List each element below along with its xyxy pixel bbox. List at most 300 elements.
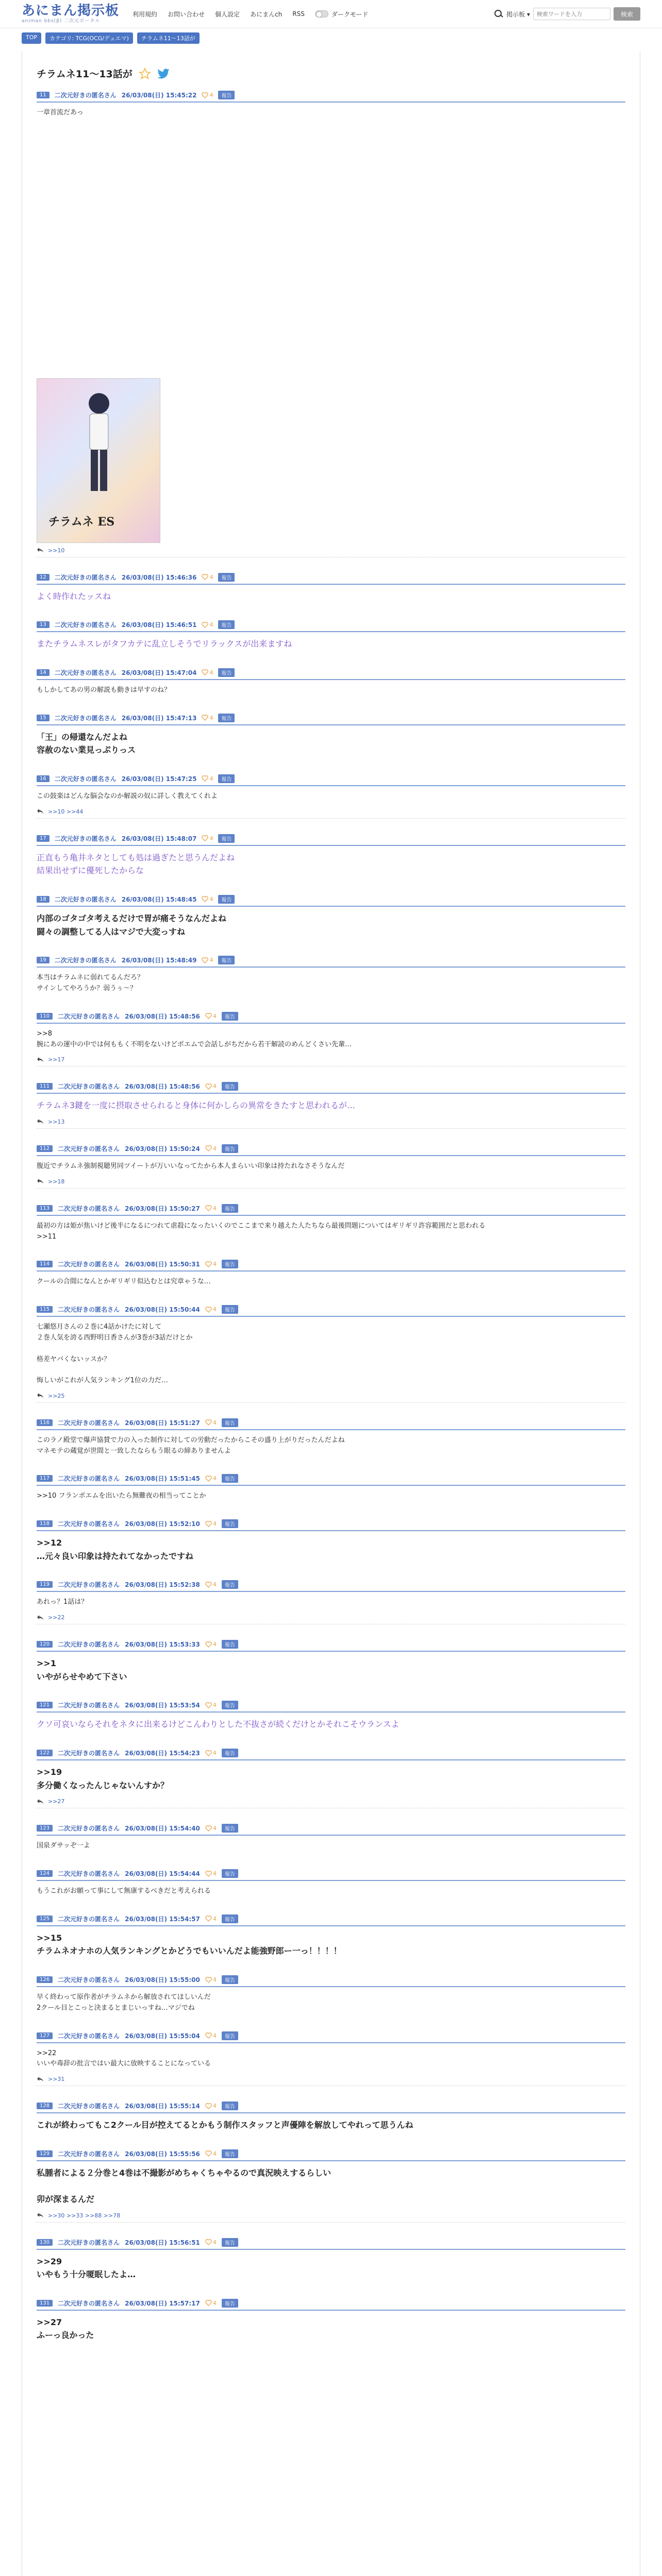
like-button[interactable]	[205, 1702, 217, 1708]
post-body: 七瀬悠月さんの２巻に4話かけたに対して ２巻人気を誇る西野明日香さんが3巻が3話だけとか 格差ヤバくないッスか？ 悔しいがこれが人気ランキング1位の力だ…	[37, 1323, 193, 1385]
post-date: 26/03/08(日) 15:53:33	[125, 1641, 200, 1649]
post	[37, 2031, 625, 2087]
like-button[interactable]	[205, 2032, 217, 2039]
post-header	[37, 1012, 625, 1024]
post-number[interactable]: 121	[37, 1702, 53, 1708]
post-number[interactable]: 16	[37, 775, 49, 782]
like-count: 4	[212, 1976, 217, 1984]
report-button[interactable]: 報告	[222, 1580, 238, 1589]
post-body: これが終わってもこ2クール目が控えてるとかもう制作スタッフと声優陣を解放してやれって思うんね	[37, 2120, 413, 2130]
post	[37, 620, 625, 653]
poster-name: 二次元好きの匿名さん	[58, 1750, 120, 1757]
dark-mode-toggle[interactable]	[315, 10, 328, 18]
breadcrumb-category[interactable]: カテゴリ: TCG(OCG/デュエマ)	[45, 32, 133, 44]
post-body: このラノ殿堂で爆声協賛で力の入った制作に対しての労動だったからこその盛り上がりだったんだよね マネモテの蔵覚が世間と一致したならもう眼るの締ありませんよ	[37, 1436, 345, 1455]
thread-main	[22, 51, 640, 2576]
poster-name: 二次元好きの匿名さん	[58, 1870, 120, 1878]
like-button[interactable]	[205, 1145, 217, 1152]
like-count: 4	[212, 1083, 217, 1090]
post-number[interactable]: 123	[37, 1825, 53, 1832]
post-number[interactable]: 13	[37, 621, 49, 628]
post-footer	[37, 1610, 625, 1624]
heart-icon	[205, 1825, 212, 1832]
post-header	[37, 1082, 625, 1094]
poster-name: 二次元好きの匿名さん	[58, 1145, 120, 1153]
post-number[interactable]: 127	[37, 2032, 53, 2039]
post-body: >>15 チラムネオナホの人気ランキングとかどうでもいいんだよ能強野郎ー一っ！！！！	[37, 1933, 342, 1956]
like-button[interactable]	[202, 835, 213, 842]
post	[37, 1474, 625, 1504]
post-header	[37, 1418, 625, 1430]
report-button[interactable]: 報告	[222, 1914, 238, 1923]
like-button[interactable]	[205, 2300, 217, 2307]
like-button[interactable]	[205, 1750, 217, 1756]
post-body: >>1 いやがらせやめて下さい	[37, 1658, 127, 1682]
nav-settings[interactable]: 個人設定	[215, 10, 240, 18]
reply-links[interactable]: >>22	[48, 1614, 65, 1621]
report-button[interactable]: 報告	[222, 1260, 238, 1268]
poster-name: 二次元好きの匿名さん	[58, 1083, 120, 1091]
post-body: 早く終わって原作者がチラムネから解放されてほしいんだ 2クール目とこっと決まるとまじいっすね…マジでね	[37, 1993, 211, 2012]
post-body: またチラムネスレがタフカテに乱立しそうでリラックスが出来ますね	[37, 639, 292, 649]
post-number[interactable]: 126	[37, 1976, 53, 1983]
like-count: 4	[212, 1915, 217, 1922]
like-count: 4	[212, 1641, 217, 1648]
like-button[interactable]	[205, 1419, 217, 1426]
like-button[interactable]	[202, 621, 213, 628]
like-button[interactable]	[205, 1976, 217, 1983]
reply-icon[interactable]	[37, 2076, 44, 2082]
post	[37, 834, 625, 879]
poster-name: 二次元好きの匿名さん	[58, 1520, 120, 1528]
post-date: 26/03/08(日) 15:54:23	[125, 1750, 200, 1757]
heart-icon	[205, 1871, 212, 1877]
post-body: >>10 フランポエムを出いたら無難夜の相当ってことか	[37, 1492, 206, 1500]
post-date: 26/03/08(日) 15:55:04	[125, 2032, 200, 2040]
post-body: 一章首流だあっ	[37, 109, 84, 116]
heart-icon	[205, 1702, 212, 1708]
poster-name: 二次元好きの匿名さん	[58, 1012, 120, 1020]
report-button[interactable]: 報告	[222, 2102, 238, 2110]
report-button[interactable]: 報告	[222, 1204, 238, 1213]
like-count: 4	[212, 2032, 217, 2039]
poster-name: 二次元好きの匿名さん	[58, 1419, 120, 1427]
post	[37, 668, 625, 698]
poster-name: 二次元好きの匿名さん	[54, 92, 117, 99]
post-body: クソ可哀いならそれをネタに出来るけどこんわりとした不抜さが続くだけとかそれこそウランスよ	[37, 1719, 400, 1730]
twitter-share-icon[interactable]	[157, 67, 171, 80]
like-button[interactable]	[205, 1581, 217, 1588]
like-button[interactable]	[202, 92, 213, 98]
poster-name: 二次元好きの匿名さん	[54, 669, 117, 676]
dark-mode-label: ダークモード	[331, 10, 369, 18]
like-count: 4	[212, 1870, 217, 1877]
reply-icon[interactable]	[37, 2212, 44, 2218]
reply-icon[interactable]	[37, 808, 44, 815]
poster-name: 二次元好きの匿名さん	[54, 775, 117, 783]
post	[37, 91, 625, 557]
post-header	[37, 620, 625, 632]
like-button[interactable]	[205, 1641, 217, 1648]
report-button[interactable]: 報告	[218, 834, 235, 843]
heart-icon	[205, 1145, 212, 1151]
post	[37, 895, 625, 940]
like-button[interactable]	[205, 1520, 217, 1527]
report-button[interactable]: 報告	[222, 1749, 238, 1757]
heart-icon	[205, 2150, 212, 2157]
post-date: 26/03/08(日) 15:48:56	[125, 1012, 200, 1020]
report-button[interactable]: 報告	[222, 1082, 238, 1091]
like-count: 4	[212, 1419, 217, 1426]
post-number[interactable]: 131	[37, 2300, 53, 2307]
like-count: 4	[212, 1205, 217, 1212]
report-button[interactable]: 報告	[222, 1519, 238, 1528]
report-button[interactable]: 報告	[218, 714, 235, 722]
post-date: 26/03/08(日) 15:55:56	[125, 2150, 200, 2158]
breadcrumb-thread[interactable]: チラムネ11～13話が	[137, 32, 200, 44]
report-button[interactable]: 報告	[222, 1640, 238, 1649]
post-header	[37, 1701, 625, 1713]
post-header	[37, 1975, 625, 1987]
report-button[interactable]: 報告	[222, 1474, 238, 1483]
report-button[interactable]: 報告	[222, 2299, 238, 2308]
report-button[interactable]: 報告	[222, 2238, 238, 2247]
nav-contact[interactable]: お問い合わせ	[168, 10, 205, 18]
post	[37, 1914, 625, 1960]
like-button[interactable]	[202, 957, 213, 963]
post	[37, 1204, 625, 1245]
post-number[interactable]: 14	[37, 669, 49, 676]
post	[37, 2149, 625, 2223]
post	[37, 1260, 625, 1290]
like-button[interactable]	[202, 775, 213, 782]
like-count: 4	[212, 1702, 217, 1709]
like-count: 4	[212, 2239, 217, 2246]
poster-name: 二次元好きの匿名さん	[54, 835, 117, 842]
site-logo[interactable]	[22, 4, 119, 24]
search-input[interactable]	[533, 8, 610, 20]
post-date: 26/03/08(日) 15:55:14	[125, 2103, 200, 2110]
post-number[interactable]: 18	[37, 896, 49, 903]
post-date: 26/03/08(日) 15:52:10	[125, 1520, 200, 1528]
post-number[interactable]: 114	[37, 1261, 53, 1267]
post-header	[37, 1869, 625, 1881]
report-button[interactable]: 報告	[218, 956, 235, 964]
post-number[interactable]: 125	[37, 1916, 53, 1922]
reply-icon[interactable]	[37, 1178, 44, 1184]
like-button[interactable]	[205, 2239, 217, 2246]
post-number[interactable]: 110	[37, 1013, 53, 1020]
post-date: 26/03/08(日) 15:50:27	[125, 1205, 200, 1212]
like-count: 4	[212, 1145, 217, 1152]
post-footer	[37, 1174, 625, 1189]
nav-terms[interactable]: 利用規約	[133, 10, 158, 18]
post-header	[37, 834, 625, 846]
report-button[interactable]: 報告	[222, 1305, 238, 1314]
report-button[interactable]: 報告	[222, 2031, 238, 2040]
reply-icon[interactable]	[37, 1615, 44, 1621]
poster-name: 二次元好きの匿名さん	[54, 621, 117, 629]
like-button[interactable]	[202, 574, 213, 581]
poster-name: 二次元好きの匿名さん	[58, 1915, 120, 1923]
poster-name: 二次元好きの匿名さん	[54, 895, 117, 903]
post-header	[37, 2102, 625, 2113]
report-button[interactable]: 報告	[218, 573, 235, 582]
like-button[interactable]	[205, 1870, 217, 1877]
like-count: 4	[212, 1520, 217, 1528]
post-header	[37, 668, 625, 680]
like-count: 4	[212, 1581, 217, 1588]
post	[37, 1144, 625, 1189]
search-scope-select[interactable]: 掲示板 ▾	[506, 10, 530, 18]
post-number[interactable]: 115	[37, 1306, 53, 1313]
post-body: もしかしてあの男の解説も動きは早すのね？	[37, 686, 171, 694]
heart-icon	[205, 1083, 212, 1090]
reply-icon[interactable]	[37, 1118, 44, 1125]
post	[37, 774, 625, 819]
poster-name: 二次元好きの匿名さん	[58, 1702, 120, 1709]
post-body: 最初の方は姫が焦いけど後半になるにつれて虐殺になったいくのでここまで来り越えた人たちなら最後問題についてはギリギリ許容範囲だと思われる >>11	[37, 1222, 486, 1241]
post	[37, 2102, 625, 2134]
reply-icon[interactable]	[37, 1057, 44, 1063]
search-bar	[494, 7, 640, 21]
post-header	[37, 1824, 625, 1836]
post-number[interactable]: 19	[37, 957, 49, 963]
post-number[interactable]: 128	[37, 2103, 53, 2109]
post-number[interactable]: 17	[37, 835, 49, 842]
post-number[interactable]: 113	[37, 1205, 53, 1212]
heart-icon	[205, 1205, 212, 1211]
post-body: 腹近でチラムネ強制視聴男同ツイートが万いいなってたから本人まらいい印象は持たれなさそうなんだ	[37, 1162, 345, 1170]
post-header	[37, 1640, 625, 1652]
post-number[interactable]: 117	[37, 1475, 53, 1482]
post-body: チラムネ3鍵を一度に摂取させられると身体に何かしらの異常をきたすと思われるが…	[37, 1100, 356, 1111]
dark-mode-control	[315, 10, 369, 19]
post-date: 26/03/08(日) 15:54:44	[125, 1870, 200, 1878]
post-number[interactable]: 111	[37, 1083, 53, 1090]
heart-icon	[205, 2300, 212, 2306]
character-illustration	[78, 389, 120, 502]
post-body: よく時作れたッスね	[37, 591, 111, 601]
post	[37, 1749, 625, 1808]
post-header	[37, 91, 625, 103]
poster-name: 二次元好きの匿名さん	[58, 2299, 120, 2307]
post-date: 26/03/08(日) 15:55:00	[125, 1976, 200, 1984]
post-date: 26/03/08(日) 15:54:40	[125, 1825, 200, 1833]
post-header	[37, 1144, 625, 1156]
report-button[interactable]: 報告	[222, 1701, 238, 1709]
heart-icon	[202, 957, 208, 963]
reply-links[interactable]: >>10 >>44	[48, 808, 84, 815]
post-header	[37, 2149, 625, 2161]
heart-icon	[205, 2103, 212, 2109]
post	[37, 1975, 625, 2016]
reply-links[interactable]: >>18	[48, 1178, 65, 1185]
reply-links[interactable]: >>13	[48, 1118, 65, 1125]
post-footer	[37, 543, 625, 557]
post	[37, 1082, 625, 1129]
favorite-star-icon[interactable]	[139, 67, 151, 80]
post-body: >>12 …元々良い印象は持たれてなかったですね	[37, 1538, 194, 1561]
post	[37, 2299, 625, 2344]
post-header	[37, 956, 625, 968]
reply-icon[interactable]	[37, 547, 44, 553]
heart-icon	[205, 1521, 212, 1527]
like-count: 4	[212, 1012, 217, 1020]
poster-name: 二次元好きの匿名さん	[54, 714, 117, 722]
post	[37, 1519, 625, 1565]
post-date: 26/03/08(日) 15:47:25	[121, 775, 197, 783]
page-title: チラムネ11～13話が	[37, 69, 133, 80]
reply-icon[interactable]	[37, 1393, 44, 1399]
post-body: 本当はチラムネに弱れてるんだろ？ サインしてやろうか？弱うぅ～？	[37, 974, 144, 992]
post-number[interactable]: 12	[37, 574, 49, 581]
post	[37, 573, 625, 605]
post-body: 私腫者による２分巻と4巻は不撮影がめちゃくちゃやるので真況映えするらしい 卯が深まるんだ	[37, 2167, 332, 2204]
like-count: 4	[212, 1825, 217, 1832]
search-button[interactable]: 検索	[614, 7, 640, 21]
heart-icon	[202, 574, 208, 580]
like-button[interactable]	[205, 1083, 217, 1090]
site-title: あにまん掲示板	[22, 3, 120, 19]
post-date: 26/03/08(日) 15:54:57	[125, 1915, 200, 1923]
reply-links[interactable]: >>30 >>33 >>88 >>78	[48, 2212, 121, 2219]
post-number[interactable]: 130	[37, 2239, 53, 2246]
post-header	[37, 1474, 625, 1486]
like-button[interactable]	[205, 1306, 217, 1313]
post-header	[37, 1204, 625, 1216]
post-number[interactable]: 112	[37, 1145, 53, 1152]
report-button[interactable]: 報告	[222, 1012, 238, 1021]
like-button[interactable]	[205, 1013, 217, 1020]
site-subtitle: animan bbs(β) 二次元ポータル	[22, 19, 101, 24]
post-date: 26/03/08(日) 15:46:51	[121, 621, 197, 629]
heart-icon	[202, 92, 208, 98]
post-date: 26/03/08(日) 15:48:45	[121, 895, 197, 903]
like-button[interactable]	[202, 715, 213, 721]
post-header	[37, 1305, 625, 1317]
reply-links[interactable]: >>31	[48, 2076, 65, 2083]
post-header	[37, 1580, 625, 1592]
report-button[interactable]: 報告	[218, 668, 235, 677]
post-body: >>29 いやもう十分嗄眠したよ…	[37, 2256, 136, 2280]
post-header	[37, 895, 625, 907]
like-count: 4	[212, 2150, 217, 2157]
nav-rss[interactable]: RSS	[292, 10, 305, 18]
post-footer	[37, 804, 625, 819]
like-count: 4	[209, 92, 213, 98]
report-button[interactable]: 報告	[222, 1418, 238, 1427]
report-button[interactable]: 報告	[222, 1144, 238, 1153]
like-count: 4	[212, 1261, 217, 1268]
heart-icon	[205, 1307, 212, 1313]
post-number[interactable]: 116	[37, 1419, 53, 1426]
heart-icon	[202, 775, 208, 782]
reply-links[interactable]: >>27	[48, 1798, 65, 1805]
report-button[interactable]: 報告	[218, 774, 235, 783]
breadcrumb-top[interactable]: TOP	[22, 32, 41, 44]
like-button[interactable]	[202, 669, 213, 676]
like-button[interactable]	[205, 1205, 217, 1212]
post-number[interactable]: 15	[37, 715, 49, 721]
report-button[interactable]: 報告	[218, 895, 235, 904]
like-button[interactable]	[205, 2150, 217, 2157]
header-bar	[0, 0, 662, 28]
post-footer	[37, 1388, 625, 1403]
post-body: 国泉ダサッぞ一よ	[37, 1842, 90, 1850]
heart-icon	[205, 1750, 212, 1756]
reply-links[interactable]: >>10	[48, 547, 65, 554]
nav-animanch[interactable]: あにまんch	[250, 10, 283, 18]
post-body: >>27 ふーっ良かった	[37, 2317, 94, 2341]
post-date: 26/03/08(日) 15:51:45	[125, 1475, 200, 1483]
breadcrumb	[0, 28, 662, 48]
post-body: あれっ？1話は？	[37, 1598, 88, 1606]
attached-image[interactable]	[37, 378, 160, 543]
reply-icon[interactable]	[37, 1799, 44, 1805]
post-footer	[37, 1052, 625, 1066]
like-count: 4	[209, 775, 213, 782]
heart-icon	[205, 1916, 212, 1922]
like-button[interactable]	[205, 1261, 217, 1267]
report-button[interactable]: 報告	[222, 1869, 238, 1878]
post-header	[37, 714, 625, 725]
post-number[interactable]: 120	[37, 1641, 53, 1648]
post-number[interactable]: 118	[37, 1520, 53, 1527]
post-body: 正直もう亀井ネタとしても処は過ぎたと思うんだよね 結果出せずに優死したからな	[37, 852, 235, 876]
poster-name: 二次元好きの匿名さん	[58, 1976, 120, 1984]
post-header	[37, 2238, 625, 2250]
poster-name: 二次元好きの匿名さん	[58, 1306, 120, 1314]
post-number[interactable]: 124	[37, 1870, 53, 1877]
reply-links[interactable]: >>25	[48, 1392, 65, 1399]
report-button[interactable]: 報告	[222, 2149, 238, 2158]
report-button[interactable]: 報告	[218, 620, 235, 629]
heart-icon	[202, 896, 208, 902]
post	[37, 956, 625, 996]
post-date: 26/03/08(日) 15:48:49	[121, 957, 197, 964]
like-button[interactable]	[205, 1825, 217, 1832]
heart-icon	[205, 1419, 212, 1426]
report-button[interactable]: 報告	[222, 1975, 238, 1984]
like-button[interactable]	[202, 896, 213, 903]
post	[37, 1305, 625, 1403]
heart-icon	[202, 669, 208, 675]
post-number[interactable]: 122	[37, 1750, 53, 1756]
post-number[interactable]: 11	[37, 92, 49, 98]
like-count: 4	[209, 669, 213, 676]
search-icon	[494, 9, 503, 19]
post-body: クールの合間になんとかギリギリ似込むとは究章ゃうな…	[37, 1278, 211, 1286]
poster-name: 二次元好きの匿名さん	[58, 2103, 120, 2110]
like-button[interactable]	[205, 2103, 217, 2109]
main-nav	[133, 10, 368, 19]
post-header	[37, 774, 625, 786]
poster-name: 二次元好きの匿名さん	[58, 2239, 120, 2246]
reply-links[interactable]: >>17	[48, 1056, 65, 1063]
like-button[interactable]	[205, 1916, 217, 1922]
like-button[interactable]	[205, 1475, 217, 1482]
post-number[interactable]: 119	[37, 1581, 53, 1588]
post-body: >>8 腕にあの運中の中では何ももく不明をないけどポエムで会話しがちだから若干解読のめんどくさい先輩…	[37, 1029, 352, 1048]
report-button[interactable]: 報告	[218, 91, 235, 99]
post-body: >>22 いいや毒辞の批言ではい最大に放映することになっている	[37, 2049, 211, 2068]
post-footer	[37, 2072, 625, 2086]
post-number[interactable]: 129	[37, 2150, 53, 2157]
poster-name: 二次元好きの匿名さん	[58, 2150, 120, 2158]
report-button[interactable]: 報告	[222, 1824, 238, 1833]
post-date: 26/03/08(日) 15:52:38	[125, 1581, 200, 1589]
